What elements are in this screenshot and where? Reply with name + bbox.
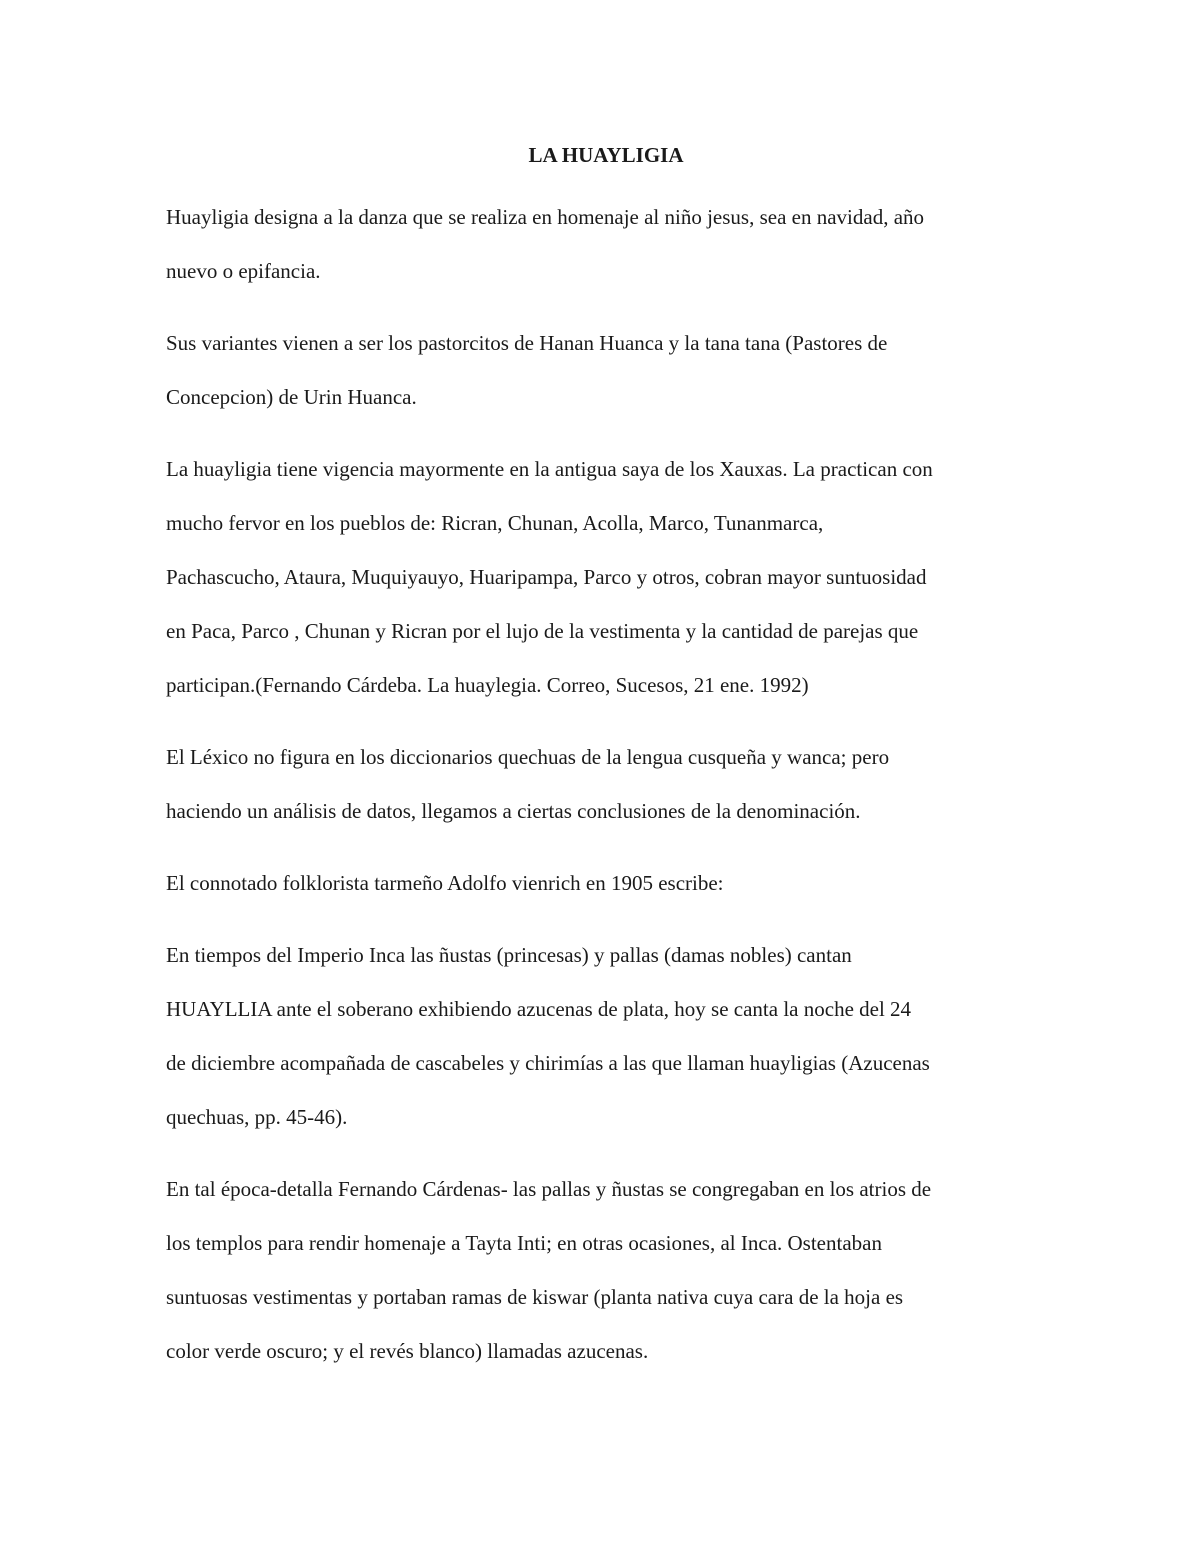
text-line: En tal época-detalla Fernando Cárdenas- las pallas y ñustas se congregaban en los atrios de [166, 1177, 932, 1201]
paragraph [166, 856, 1046, 910]
text-line: suntuosas vestimentas y portaban ramas de kiswar (planta nativa cuya cara de la hoja es [166, 1285, 904, 1309]
document-title: LA HUAYLIGIA [528, 143, 684, 167]
text-line: de diciembre acompañada de cascabeles y chirimías a las que llaman huayligias (Azucenas [166, 1051, 930, 1075]
paragraph [166, 442, 1046, 712]
text-line: haciendo un análisis de datos, llegamos a ciertas conclusiones de la denominación. [166, 799, 861, 823]
text-line: El connotado folklorista tarmeño Adolfo vienrich en 1905 escribe: [166, 871, 724, 895]
text-line: Sus variantes vienen a ser los pastorcitos de Hanan Huanca y la tana tana (Pastores de [166, 331, 888, 355]
paragraph [166, 316, 1046, 424]
document-body [166, 138, 1046, 1396]
paragraph [166, 928, 1046, 1144]
text-line: los templos para rendir homenaje a Tayta Inti; en otras ocasiones, al Inca. Ostentaban [166, 1231, 882, 1255]
text-line: mucho fervor en los pueblos de: Ricran, Chunan, Acolla, Marco, Tunanmarca, [166, 511, 824, 535]
text-line: color verde oscuro; y el revés blanco) llamadas azucenas. [166, 1339, 649, 1363]
text-line: El Léxico no figura en los diccionarios quechuas de la lengua cusqueña y wanca; pero [166, 745, 890, 769]
text-line: nuevo o epifancia. [166, 259, 321, 283]
text-line: En tiempos del Imperio Inca las ñustas (princesas) y pallas (damas nobles) cantan [166, 943, 852, 967]
text-line: Pachascucho, Ataura, Muquiyauyo, Huaripampa, Parco y otros, cobran mayor suntuosidad [166, 565, 927, 589]
text-line: Huayligia designa a la danza que se realiza en homenaje al niño jesus, sea en navidad, año [166, 205, 925, 229]
paragraph [166, 190, 1046, 298]
text-line: Concepcion) de Urin Huanca. [166, 385, 417, 409]
paragraph [166, 730, 1046, 838]
text-line: en Paca, Parco , Chunan y Ricran por el lujo de la vestimenta y la cantidad de parejas que [166, 619, 919, 643]
paragraph [166, 1162, 1046, 1378]
text-line: HUAYLLIA ante el soberano exhibiendo azucenas de plata, hoy se canta la noche del 24 [166, 997, 912, 1021]
text-line: quechuas, pp. 45-46). [166, 1105, 348, 1129]
paragraph-list [166, 190, 1046, 1378]
text-line: participan.(Fernando Cárdeba. La huaylegia. Correo, Sucesos, 21 ene. 1992) [166, 673, 809, 697]
text-line: La huayligia tiene vigencia mayormente en la antigua saya de los Xauxas. La practican con [166, 457, 933, 481]
